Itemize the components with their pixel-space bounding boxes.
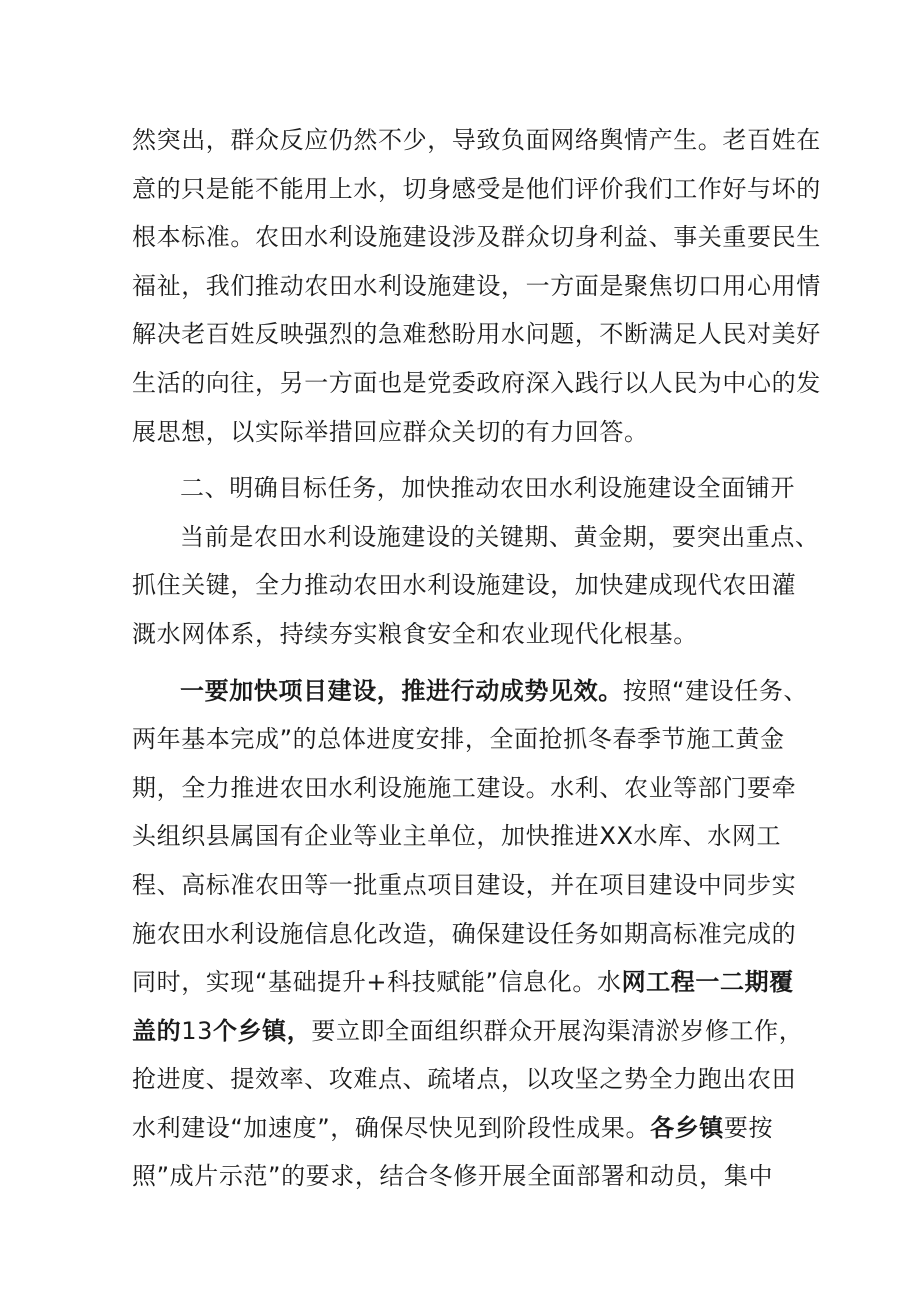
text-line: 展思想，以实际举措回应群众关切的有力回答。 [132, 417, 649, 446]
text-line: 两年基本完成”的总体进度安排，全面抢抓冬春季节施工黄金 [132, 725, 785, 754]
body-text [132, 116, 821, 1201]
text-line: 生活的向往，另一方面也是党委政府深入践行以人民为中心的发 [132, 368, 821, 397]
paragraph-3 [132, 667, 809, 1202]
spacer [132, 659, 782, 667]
text-line [132, 1104, 782, 1153]
text-line: 期，全力推进农田水利设施施工建设。水利、农业等部门要牵 [132, 773, 797, 802]
text-line: 程、高标准农田等一批重点项目建设，并在项目建设中同步实 [132, 870, 797, 899]
spacer [132, 456, 782, 464]
text-line: 福祉，我们推动农田水利设施建设，一方面是聚焦切口用心用情 [132, 271, 821, 300]
bold-lead: 一要加快项目建设，推进行动成势见效。 [180, 676, 623, 705]
text-line: 当前是农田水利设施建设的关键期、黄金期，要突出重点、 [180, 522, 820, 551]
text-line: 抢进度、提效率、攻难点、疏堵点，以攻坚之势全力跑出农田 [132, 1065, 797, 1094]
text-line: 头组织县属国有企业等业主单位，加快推进XX水库、水网工 [132, 822, 782, 851]
text-run: 要按 [723, 1113, 774, 1142]
text-line: 根本标准。农田水利设施建设涉及群众切身利益、事关重要民生 [132, 223, 821, 252]
text-line: 溉水网体系，持续夯实粮食安全和农业现代化根基。 [132, 619, 698, 648]
text-line [132, 667, 809, 716]
text-line: 解决老百姓反映强烈的急难愁盼用水问题，不断满足人民对美好 [132, 320, 821, 349]
bold-run: 盖的 [132, 1016, 182, 1045]
text-line [132, 958, 794, 1007]
bold-run: 个乡镇， [212, 1016, 312, 1045]
text-line: 照”成片示范”的要求，结合冬修开展全面部署和动员，集中 [132, 1162, 774, 1191]
text-line: 意的只是能不能用上水，切身感受是他们评价我们工作好与坏的 [132, 174, 821, 203]
text-line: 施农田水利设施信息化改造，确保建设任务如期高标准完成的 [132, 919, 797, 948]
text-line [132, 1007, 804, 1056]
text-run: 按照“建设任务、 [622, 676, 809, 705]
bold-run: 网工程一二期覆 [621, 968, 794, 997]
text-line: 抓住关键，全力推动农田水利设施建设，加快建成现代农田灌 [132, 571, 797, 600]
paragraph-2 [132, 513, 820, 659]
bold-run: 各乡镇 [650, 1113, 724, 1142]
text-run: 水利建设“加速度”，确保尽快见到阶段性成果。 [132, 1113, 651, 1142]
text-run: 同时，实现“基础提升+科技赋能”信息化。水 [132, 968, 622, 997]
text-line: 然突出，群众反应仍然不少，导致负面网络舆情产生。老百姓在 [132, 126, 821, 154]
paragraph-1 [132, 116, 821, 456]
text-run: 13 [181, 1016, 213, 1045]
text-run: 要立即全面组织群众开展沟渠清淤岁修工作， [311, 1016, 804, 1045]
section-heading: 二、明确目标任务，加快推动农田水利设施建设全面铺开 [180, 474, 795, 503]
